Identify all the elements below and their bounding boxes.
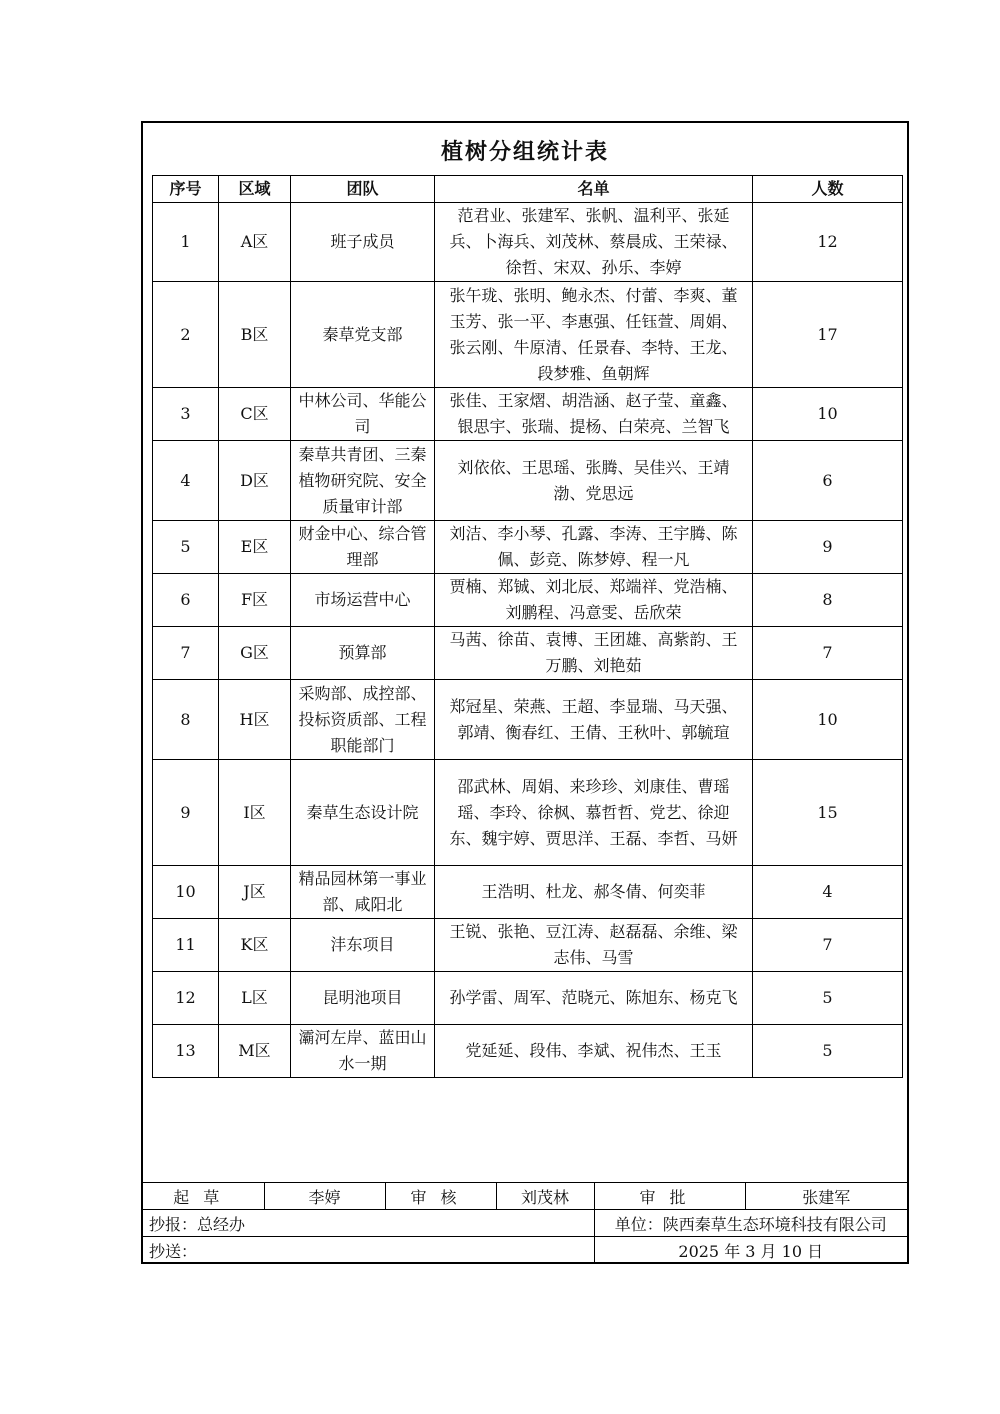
row-seq: 4 [153,441,219,521]
row-zone: C区 [219,388,291,441]
review-label: 审核 [385,1183,496,1210]
row-names: 党延延、段伟、李斌、祝伟杰、王玉 [435,1025,753,1078]
row-team: 市场运营中心 [291,574,435,627]
row-seq: 11 [153,919,219,972]
table-row [153,574,903,627]
row-zone: A区 [219,203,291,282]
row-names: 张午珑、张明、鲍永杰、付蕾、李爽、董玉芳、张一平、李惠强、任钰萱、周娟、张云刚、牛原清、任景春、李特、王龙、段梦雅、鱼朝辉 [435,282,753,388]
row-team: 灞河左岸、蓝田山水一期 [291,1025,435,1078]
row-team: 昆明池项目 [291,972,435,1025]
row-zone: M区 [219,1025,291,1078]
row-count: 4 [753,866,903,919]
row-count: 6 [753,441,903,521]
report-to: 抄报：总经办 [143,1210,594,1237]
row-seq: 7 [153,627,219,680]
row-count: 5 [753,972,903,1025]
row-count: 5 [753,1025,903,1078]
row-team: 预算部 [291,627,435,680]
signoff-row [143,1183,907,1210]
row-zone: F区 [219,574,291,627]
row-team: 精品园林第一事业部、咸阳北 [291,866,435,919]
row-count: 7 [753,627,903,680]
row-team: 秦草党支部 [291,282,435,388]
row-count: 9 [753,521,903,574]
table-row [153,680,903,760]
header-names: 名单 [435,176,753,203]
row-team: 秦草生态设计院 [291,760,435,866]
row-team: 沣东项目 [291,919,435,972]
row-team: 采购部、成控部、投标资质部、工程职能部门 [291,680,435,760]
table-row [153,388,903,441]
row-names: 郑冠星、荣燕、王超、李显瑞、马天强、郭靖、衡春红、王倩、王秋叶、郭毓瑄 [435,680,753,760]
table-row [153,203,903,282]
row-seq: 3 [153,388,219,441]
row-names: 孙学雷、周军、范晓元、陈旭东、杨克飞 [435,972,753,1025]
row-count: 7 [753,919,903,972]
row-names: 张佳、王家熠、胡浩涵、赵子莹、童鑫、银思宇、张瑞、提杨、白荣亮、兰智飞 [435,388,753,441]
row-count: 10 [753,680,903,760]
document-title: 植树分组统计表 [440,140,609,165]
table-row [153,1025,903,1078]
review-value: 刘茂林 [496,1183,594,1210]
row-seq: 1 [153,203,219,282]
row-zone: H区 [219,680,291,760]
row-zone: B区 [219,282,291,388]
table-row [153,627,903,680]
approve-label: 审批 [594,1183,745,1210]
header-seq: 序号 [153,176,219,203]
row-seq: 5 [153,521,219,574]
header-count: 人数 [753,176,903,203]
table-row [153,972,903,1025]
row-zone: G区 [219,627,291,680]
header-team: 团队 [291,176,435,203]
row-names: 马茜、徐苗、袁博、王团雄、高紫韵、王万鹏、刘艳茹 [435,627,753,680]
row-zone: J区 [219,866,291,919]
draft-label: 起草 [143,1183,264,1210]
row-team: 中林公司、华能公司 [291,388,435,441]
row-zone: L区 [219,972,291,1025]
table-row [153,441,903,521]
row-seq: 9 [153,760,219,866]
approve-value: 张建军 [745,1183,907,1210]
row-count: 10 [753,388,903,441]
row-seq: 12 [153,972,219,1025]
draft-value: 李婷 [264,1183,385,1210]
row-count: 12 [753,203,903,282]
row-team: 班子成员 [291,203,435,282]
table-row [153,521,903,574]
report-row [143,1210,907,1237]
row-names: 刘依依、王思瑶、张腾、吴佳兴、王靖渤、党思远 [435,441,753,521]
copy-to: 抄送： [143,1237,594,1264]
approval-footer [143,1182,907,1263]
row-zone: I区 [219,760,291,866]
row-count: 8 [753,574,903,627]
row-seq: 13 [153,1025,219,1078]
row-names: 范君业、张建军、张帆、温利平、张延兵、卜海兵、刘茂林、蔡晨成、王荣禄、徐哲、宋双、孙乐、李婷 [435,203,753,282]
table-header-row [153,176,903,203]
row-zone: K区 [219,919,291,972]
row-count: 17 [753,282,903,388]
table-row [153,866,903,919]
row-team: 秦草共青团、三秦植物研究院、安全质量审计部 [291,441,435,521]
send-row [143,1237,907,1264]
issue-date: 2025 年 3 月 10 日 [594,1237,907,1264]
issuing-unit: 单位：陕西秦草生态环境科技有限公司 [594,1210,907,1237]
row-team: 财金中心、综合管理部 [291,521,435,574]
row-seq: 2 [153,282,219,388]
planting-group-table [152,175,903,1078]
table-row [153,760,903,866]
row-names: 王锐、张艳、豆江涛、赵磊磊、余维、梁志伟、马雪 [435,919,753,972]
row-zone: D区 [219,441,291,521]
row-seq: 10 [153,866,219,919]
document-frame [141,121,909,1264]
row-names: 刘洁、李小琴、孔露、李涛、王宇腾、陈佩、彭竞、陈梦婷、程一凡 [435,521,753,574]
table-row [153,919,903,972]
table-row [153,282,903,388]
row-zone: E区 [219,521,291,574]
row-names: 贾楠、郑铖、刘北辰、郑端祥、党浩楠、刘鹏程、冯意雯、岳欣荣 [435,574,753,627]
row-count: 15 [753,760,903,866]
row-seq: 8 [153,680,219,760]
row-names: 王浩明、杜龙、郝冬倩、何奕菲 [435,866,753,919]
header-zone: 区域 [219,176,291,203]
row-seq: 6 [153,574,219,627]
row-names: 邵武林、周娟、来珍珍、刘康佳、曹瑶瑶、李玲、徐枫、慕哲哲、党艺、徐迎东、魏宇婷、贾思洋、王磊、李哲、马妍 [435,760,753,866]
